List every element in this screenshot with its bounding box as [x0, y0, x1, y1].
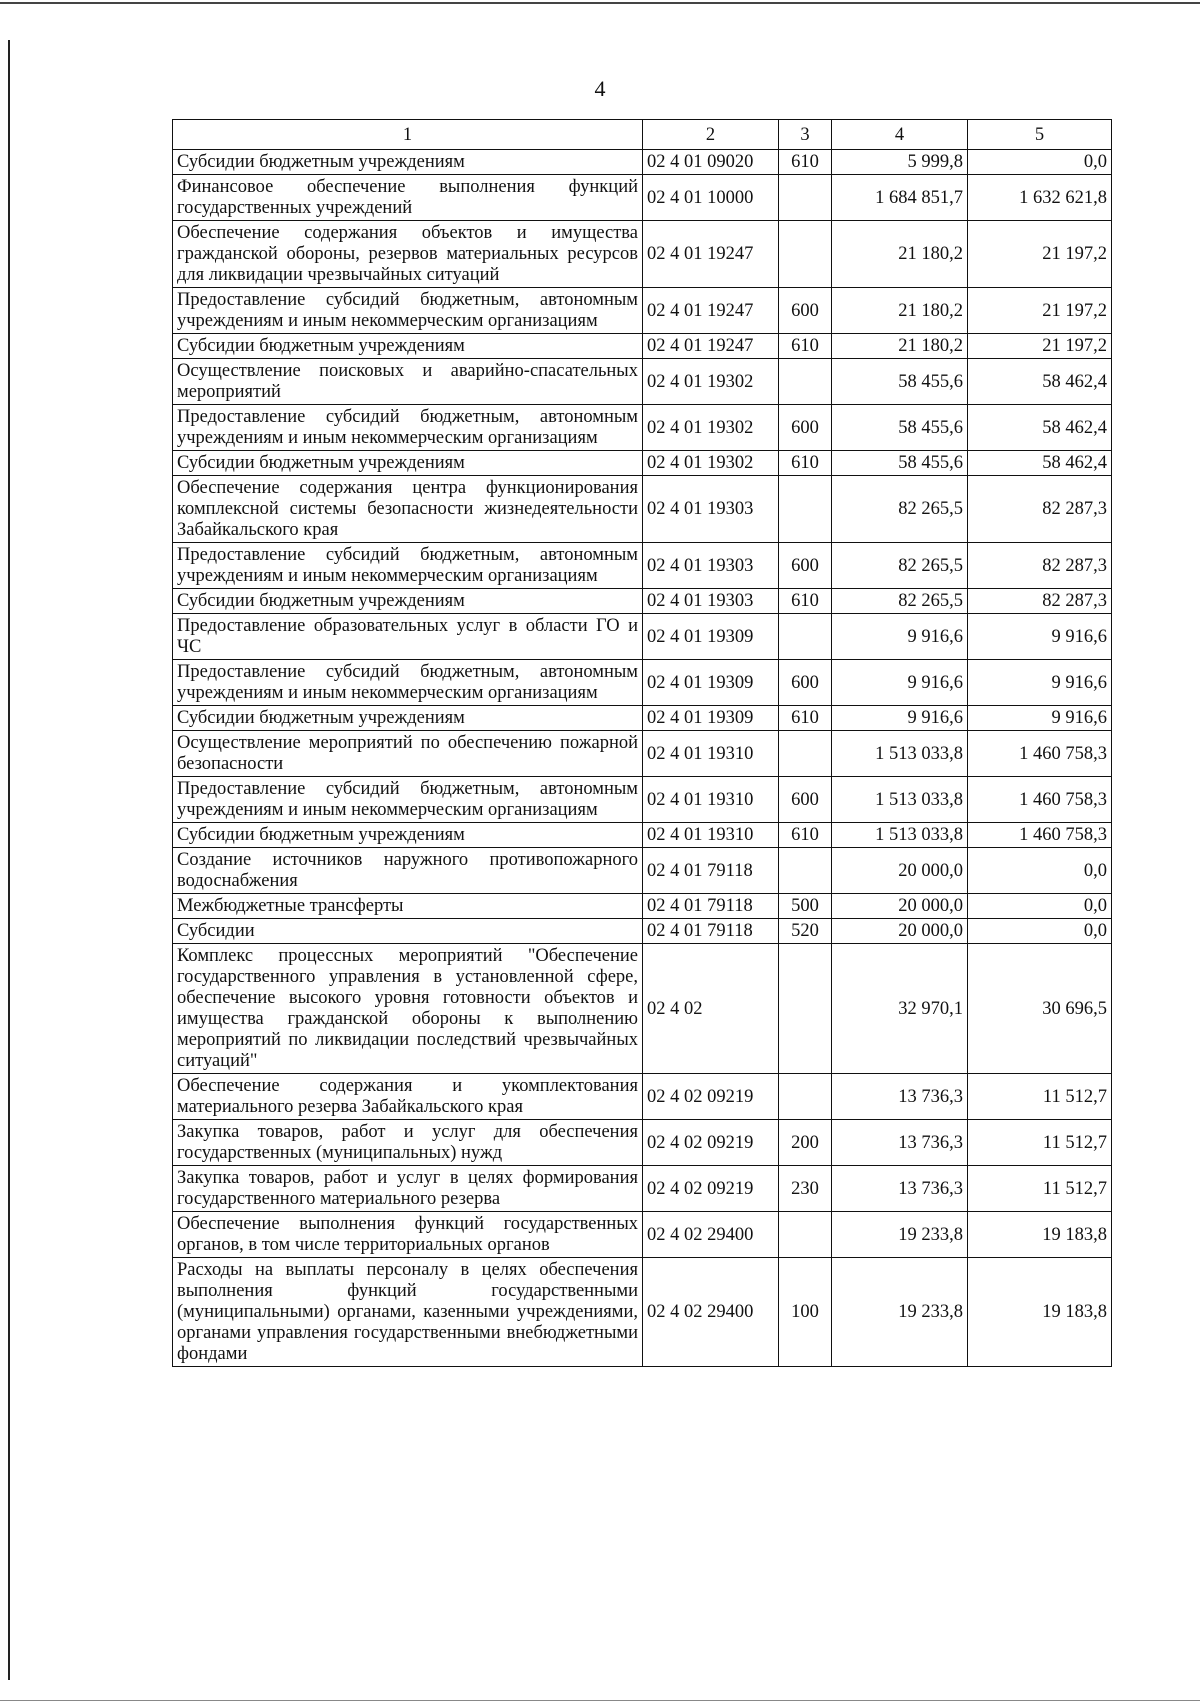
row-sum-col5-cell: 11 512,7	[968, 1120, 1112, 1166]
row-name-cell: Субсидии бюджетным учреждениям	[173, 451, 643, 476]
row-sum-col4-cell: 13 736,3	[832, 1166, 968, 1212]
row-sum-col4-cell: 58 455,6	[832, 405, 968, 451]
row-name-cell: Субсидии	[173, 919, 643, 944]
row-sum-col5-cell: 9 916,6	[968, 660, 1112, 706]
row-name-cell: Субсидии бюджетным учреждениям	[173, 823, 643, 848]
row-name-cell: Межбюджетные трансферты	[173, 894, 643, 919]
row-name-cell: Обеспечение содержания центра функционирования комплексной системы безопасности жизнедеятельности Забайкальского края	[173, 476, 643, 543]
table-row	[173, 823, 1112, 848]
table-row	[173, 944, 1112, 1074]
row-code-cell: 02 4 01 19310	[643, 731, 779, 777]
row-name-cell: Создание источников наружного противопожарного водоснабжения	[173, 848, 643, 894]
row-name-cell: Осуществление поисковых и аварийно-спасательных мероприятий	[173, 359, 643, 405]
table-row	[173, 731, 1112, 777]
row-sum-col4-cell: 19 233,8	[832, 1258, 968, 1367]
row-sum-col4-cell: 1 513 033,8	[832, 777, 968, 823]
row-name-cell: Субсидии бюджетным учреждениям	[173, 150, 643, 175]
row-code-cell: 02 4 01 19310	[643, 777, 779, 823]
scan-edge-left	[8, 40, 10, 1680]
row-type-cell: 610	[779, 451, 832, 476]
row-code-cell: 02 4 01 09020	[643, 150, 779, 175]
row-code-cell: 02 4 01 19303	[643, 589, 779, 614]
row-type-cell: 200	[779, 1120, 832, 1166]
row-code-cell: 02 4 01 19247	[643, 288, 779, 334]
row-name-cell: Субсидии бюджетным учреждениям	[173, 334, 643, 359]
row-sum-col5-cell: 21 197,2	[968, 334, 1112, 359]
budget-table	[172, 119, 1112, 1367]
row-type-cell	[779, 175, 832, 221]
row-type-cell: 600	[779, 660, 832, 706]
row-type-cell: 500	[779, 894, 832, 919]
scan-edge-bottom	[0, 1700, 1200, 1701]
table-row	[173, 221, 1112, 288]
row-sum-col5-cell: 11 512,7	[968, 1166, 1112, 1212]
row-type-cell: 610	[779, 823, 832, 848]
row-sum-col5-cell: 1 460 758,3	[968, 823, 1112, 848]
table-row	[173, 359, 1112, 405]
row-sum-col5-cell: 58 462,4	[968, 451, 1112, 476]
row-sum-col5-cell: 0,0	[968, 894, 1112, 919]
row-name-cell: Предоставление субсидий бюджетным, автономным учреждениям и иным некоммерческим организациям	[173, 288, 643, 334]
row-sum-col5-cell: 11 512,7	[968, 1074, 1112, 1120]
table-row	[173, 894, 1112, 919]
row-code-cell: 02 4 02 09219	[643, 1120, 779, 1166]
row-code-cell: 02 4 01 10000	[643, 175, 779, 221]
row-type-cell	[779, 1212, 832, 1258]
row-name-cell: Обеспечение выполнения функций государственных органов, в том числе территориальных органов	[173, 1212, 643, 1258]
table-row	[173, 614, 1112, 660]
row-type-cell	[779, 359, 832, 405]
table-row	[173, 919, 1112, 944]
row-sum-col5-cell: 58 462,4	[968, 405, 1112, 451]
row-name-cell: Предоставление образовательных услуг в области ГО и ЧС	[173, 614, 643, 660]
budget-table-body	[173, 120, 1112, 1367]
row-sum-col5-cell: 30 696,5	[968, 944, 1112, 1074]
row-sum-col4-cell: 58 455,6	[832, 451, 968, 476]
row-sum-col5-cell: 1 632 621,8	[968, 175, 1112, 221]
row-name-cell: Субсидии бюджетным учреждениям	[173, 706, 643, 731]
row-sum-col5-cell: 1 460 758,3	[968, 777, 1112, 823]
row-type-cell: 610	[779, 334, 832, 359]
row-name-cell: Предоставление субсидий бюджетным, автономным учреждениям и иным некоммерческим организациям	[173, 405, 643, 451]
row-code-cell: 02 4 01 79118	[643, 848, 779, 894]
table-row	[173, 1120, 1112, 1166]
row-sum-col4-cell: 21 180,2	[832, 334, 968, 359]
row-code-cell: 02 4 01 19247	[643, 221, 779, 288]
table-header-row	[173, 120, 1112, 150]
row-sum-col4-cell: 82 265,5	[832, 476, 968, 543]
row-sum-col5-cell: 19 183,8	[968, 1212, 1112, 1258]
table-row	[173, 476, 1112, 543]
row-type-cell: 600	[779, 288, 832, 334]
row-sum-col4-cell: 1 684 851,7	[832, 175, 968, 221]
row-sum-col5-cell: 58 462,4	[968, 359, 1112, 405]
row-name-cell: Комплекс процессных мероприятий "Обеспечение государственного управления в установленной сфере, обеспечение высокого уровня готовности объектов и имущества гражданской обороны к выполнению мероприятий по ликвидации последствий чрезвычайных ситуаций"	[173, 944, 643, 1074]
table-row	[173, 706, 1112, 731]
row-sum-col4-cell: 9 916,6	[832, 614, 968, 660]
row-code-cell: 02 4 01 19247	[643, 334, 779, 359]
row-code-cell: 02 4 01 79118	[643, 919, 779, 944]
row-code-cell: 02 4 02 09219	[643, 1166, 779, 1212]
row-name-cell: Субсидии бюджетным учреждениям	[173, 589, 643, 614]
row-sum-col4-cell: 20 000,0	[832, 894, 968, 919]
table-row	[173, 589, 1112, 614]
row-sum-col4-cell: 1 513 033,8	[832, 731, 968, 777]
header-cell-5: 5	[968, 120, 1112, 150]
table-row	[173, 660, 1112, 706]
row-name-cell: Финансовое обеспечение выполнения функций государственных учреждений	[173, 175, 643, 221]
row-type-cell: 610	[779, 150, 832, 175]
table-row	[173, 334, 1112, 359]
scan-edge-top	[0, 2, 1200, 4]
row-sum-col4-cell: 9 916,6	[832, 706, 968, 731]
row-code-cell: 02 4 01 19303	[643, 476, 779, 543]
row-name-cell: Закупка товаров, работ и услуг в целях формирования государственного материального резерва	[173, 1166, 643, 1212]
row-name-cell: Предоставление субсидий бюджетным, автономным учреждениям и иным некоммерческим организациям	[173, 660, 643, 706]
table-row	[173, 451, 1112, 476]
row-sum-col5-cell: 0,0	[968, 848, 1112, 894]
row-code-cell: 02 4 01 19310	[643, 823, 779, 848]
row-sum-col4-cell: 1 513 033,8	[832, 823, 968, 848]
row-sum-col5-cell: 9 916,6	[968, 614, 1112, 660]
row-code-cell: 02 4 01 19302	[643, 405, 779, 451]
row-name-cell: Обеспечение содержания объектов и имущества гражданской обороны, резервов материальных ресурсов для ликвидации чрезвычайных ситуаций	[173, 221, 643, 288]
table-row	[173, 175, 1112, 221]
row-type-cell: 600	[779, 777, 832, 823]
row-sum-col4-cell: 13 736,3	[832, 1074, 968, 1120]
row-sum-col4-cell: 32 970,1	[832, 944, 968, 1074]
row-type-cell: 600	[779, 543, 832, 589]
row-name-cell: Предоставление субсидий бюджетным, автономным учреждениям и иным некоммерческим организациям	[173, 543, 643, 589]
row-sum-col4-cell: 20 000,0	[832, 919, 968, 944]
row-sum-col5-cell: 1 460 758,3	[968, 731, 1112, 777]
row-sum-col4-cell: 82 265,5	[832, 589, 968, 614]
row-sum-col4-cell: 82 265,5	[832, 543, 968, 589]
header-cell-3: 3	[779, 120, 832, 150]
row-code-cell: 02 4 01 19302	[643, 359, 779, 405]
row-code-cell: 02 4 01 19302	[643, 451, 779, 476]
row-type-cell: 100	[779, 1258, 832, 1367]
row-sum-col4-cell: 9 916,6	[832, 660, 968, 706]
row-type-cell	[779, 1074, 832, 1120]
row-code-cell: 02 4 01 19309	[643, 614, 779, 660]
row-sum-col5-cell: 82 287,3	[968, 543, 1112, 589]
row-sum-col4-cell: 5 999,8	[832, 150, 968, 175]
row-sum-col5-cell: 0,0	[968, 919, 1112, 944]
table-row	[173, 288, 1112, 334]
row-sum-col5-cell: 0,0	[968, 150, 1112, 175]
table-row	[173, 777, 1112, 823]
row-type-cell: 600	[779, 405, 832, 451]
table-row	[173, 1258, 1112, 1367]
table-row	[173, 1074, 1112, 1120]
row-type-cell	[779, 614, 832, 660]
header-cell-4: 4	[832, 120, 968, 150]
row-code-cell: 02 4 01 19309	[643, 706, 779, 731]
table-row	[173, 1212, 1112, 1258]
row-name-cell: Осуществление мероприятий по обеспечению пожарной безопасности	[173, 731, 643, 777]
row-sum-col4-cell: 19 233,8	[832, 1212, 968, 1258]
row-name-cell: Расходы на выплаты персоналу в целях обеспечения выполнения функций государственными (муниципальными) органами, казенными учреждениями, органами управления государственными внебюджетными фондами	[173, 1258, 643, 1367]
row-type-cell	[779, 221, 832, 288]
row-type-cell	[779, 848, 832, 894]
row-sum-col5-cell: 19 183,8	[968, 1258, 1112, 1367]
row-code-cell: 02 4 02 29400	[643, 1258, 779, 1367]
row-type-cell: 610	[779, 706, 832, 731]
table-row	[173, 848, 1112, 894]
table-row	[173, 1166, 1112, 1212]
header-cell-1: 1	[173, 120, 643, 150]
row-code-cell: 02 4 01 19303	[643, 543, 779, 589]
row-type-cell	[779, 944, 832, 1074]
row-code-cell: 02 4 02 29400	[643, 1212, 779, 1258]
row-type-cell	[779, 731, 832, 777]
header-cell-2: 2	[643, 120, 779, 150]
row-sum-col4-cell: 58 455,6	[832, 359, 968, 405]
table-row	[173, 543, 1112, 589]
row-name-cell: Предоставление субсидий бюджетным, автономным учреждениям и иным некоммерческим организациям	[173, 777, 643, 823]
row-sum-col5-cell: 9 916,6	[968, 706, 1112, 731]
row-sum-col5-cell: 21 197,2	[968, 221, 1112, 288]
row-type-cell: 610	[779, 589, 832, 614]
row-code-cell: 02 4 01 79118	[643, 894, 779, 919]
table-row	[173, 405, 1112, 451]
row-sum-col5-cell: 82 287,3	[968, 476, 1112, 543]
table-row	[173, 150, 1112, 175]
row-sum-col4-cell: 20 000,0	[832, 848, 968, 894]
row-name-cell: Обеспечение содержания и укомплектования материального резерва Забайкальского края	[173, 1074, 643, 1120]
row-sum-col5-cell: 21 197,2	[968, 288, 1112, 334]
row-type-cell: 230	[779, 1166, 832, 1212]
row-code-cell: 02 4 02 09219	[643, 1074, 779, 1120]
row-sum-col4-cell: 21 180,2	[832, 221, 968, 288]
row-sum-col5-cell: 82 287,3	[968, 589, 1112, 614]
row-sum-col4-cell: 21 180,2	[832, 288, 968, 334]
row-type-cell: 520	[779, 919, 832, 944]
row-sum-col4-cell: 13 736,3	[832, 1120, 968, 1166]
row-code-cell: 02 4 02	[643, 944, 779, 1074]
row-type-cell	[779, 476, 832, 543]
page-number: 4	[594, 76, 606, 101]
row-name-cell: Закупка товаров, работ и услуг для обеспечения государственных (муниципальных) нужд	[173, 1120, 643, 1166]
row-code-cell: 02 4 01 19309	[643, 660, 779, 706]
